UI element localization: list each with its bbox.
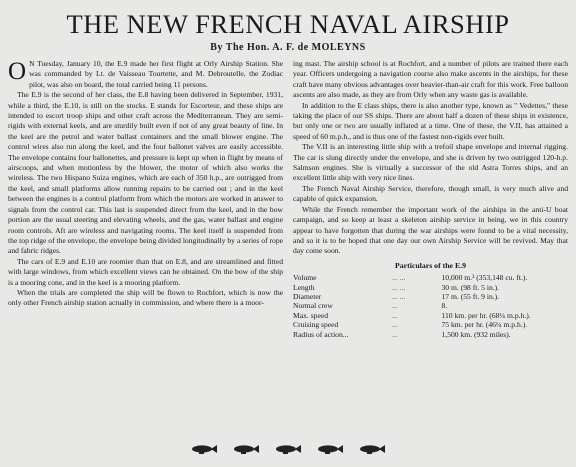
paragraph: The cars of E.9 and E.10 are roomier than that on E.8, and are streamlined and fitted with large windows, from which excellent views can be obtained. On the bow of the ship is a mooring cone, and in the keel is a mooring platform. bbox=[8, 256, 283, 287]
spec-value: 17 m. (55 ft. 9 in.). bbox=[441, 291, 500, 301]
article-title: THE NEW FRENCH NAVAL AIRSHIP bbox=[66, 9, 510, 39]
article-body bbox=[8, 59, 568, 437]
spec-dots: ... ... bbox=[392, 282, 406, 292]
airship-silhouette-icon bbox=[190, 444, 218, 454]
spec-dots: ... bbox=[392, 301, 398, 311]
drop-cap: O bbox=[8, 59, 27, 85]
spec-row bbox=[293, 301, 568, 310]
airship-silhouette-icon bbox=[232, 444, 260, 454]
spec-row bbox=[293, 283, 568, 292]
spec-row bbox=[293, 311, 568, 320]
paragraph: When the trials are completed the ship will be flown to Rochfort, which is now the only other French airship station actually in commission, and where there is a moor- bbox=[8, 287, 283, 308]
airship-silhouette-icon bbox=[316, 444, 344, 454]
spec-row bbox=[293, 330, 568, 339]
paragraph: The V.II is an interesting little ship with a trefoil shape envelope and internal rigging. The car is slung directly under the envelope, and she is driven by two outrigged 120-h.p. Salmson engines. She is virtually a successor of the old Astra Torres ships, and an excellent little ship with very nice lines. bbox=[293, 142, 568, 183]
paragraph-text: N Tuesday, January 10, the E.9 made her first flight at Orly Airship Station. She was commanded by Lt. de Vaisseau Tourtette, and M. Debroutelle, the Zodiac pilot, was also on board, the total carried being 11 persons. bbox=[29, 59, 283, 89]
left-column bbox=[8, 59, 283, 437]
spec-label: Max. speed bbox=[293, 310, 329, 320]
paragraph bbox=[8, 59, 283, 90]
spec-value: 30 m. (98 ft. 5 in.). bbox=[441, 282, 500, 292]
spec-row bbox=[293, 273, 568, 282]
article-byline: By The Hon. A. F. de MOLEYNS bbox=[210, 42, 366, 53]
spec-value: 110 km. per hr. (68¼ m.p.h.). bbox=[441, 310, 531, 320]
spec-label: Normal crew bbox=[293, 301, 333, 311]
spec-label: Radius of action... bbox=[293, 329, 349, 339]
spec-value: 8. bbox=[441, 301, 448, 311]
spec-value: 75 km. per hr. (46¼ m.p.h.). bbox=[441, 320, 528, 330]
specs-table bbox=[293, 273, 568, 339]
spec-dots: ... bbox=[392, 320, 398, 330]
spec-label: Diameter bbox=[293, 291, 322, 301]
right-column bbox=[293, 59, 568, 437]
ornament-row bbox=[0, 444, 576, 454]
paragraph: While the French remember the important work of the airships in the anti-U boat campaign, and so keep at least a skeleton airship service in being, we in this country appear to have forgotten that during the war airships were found to be a vital necessity, and so it is to be hoped that one day our own Airship Service will be revived. May that day come soon. bbox=[293, 204, 568, 256]
spec-row bbox=[293, 292, 568, 301]
spec-value: 10,000 m.³ (353,148 cu. ft.). bbox=[441, 273, 528, 283]
spec-row bbox=[293, 320, 568, 329]
paragraph: ing mast. The airship school is at Rochfort, and a number of pilots are trained there each year. Officers undergoing a navigation course also make ascents in the airships, for these craft have many obvious advantages over heavier-than-air craft for this work. Free balloon ascents are also made, as they are from Orly when any waste gas is available. bbox=[293, 59, 568, 100]
paragraph: The French Naval Airship Service, therefore, though small, is very much alive and capable of quick expansion. bbox=[293, 183, 568, 204]
spec-label: Cruising speed bbox=[293, 320, 339, 330]
spec-dots: ... ... bbox=[392, 273, 406, 283]
spec-dots: ... ... bbox=[392, 291, 406, 301]
paragraph: The E.9 is the second of her class, the E.8 having been delivered in September, 1931, while a third, the E.10, is still on the stocks. E stands for Escorteur, and these ships are intended to escort troop ships and other craft across the Mediterranean. They are semi-rigids with external keels, and are sturdily built even if not of any great beauty of line. In the keel are the petrol and water ballast containers and the small blower engine. The control wires also run along the keel, and the four ballonet valves are easily accessible. The envelope contains four ballonettes, and pressure is kept up when in flight by means of airscoops, and when motionless by the blower, the motor of which also works the wireless. The two Hispano Suiza engines, which are each of 350 h.p., are outrigged from the keel, and small platforms allow running repairs to be carried out ; and in the keel between the engines is a control platform from which the motors are worked in answer to signals from the control car. This last is suspended direct from the keel, and in the bow portion are the usual steering and elevating wheels, and the gas, water ballast and engine room controls. Aft are wireless and navigating rooms. The keel itself is suspended from the top ridge of the envelope, the envelope being divided longitudinally by a series of rope and fabric ridges. bbox=[8, 90, 283, 256]
spec-value: 1,500 km. (932 miles). bbox=[441, 329, 511, 339]
paragraph: In addition to the E class ships, there is also another type, known as " Vedettes," these taking the place of our SS ships. There are about half a dozen of these ships in existence, but only one or two are usually inflated at a time. One of these, the V.II, has attained a speed of 60 m.p.h., and is thus one of the fastest non-rigids ever built. bbox=[293, 100, 568, 141]
spec-label: Volume bbox=[293, 273, 317, 283]
airship-silhouette-icon bbox=[358, 444, 386, 454]
spec-label: Length bbox=[293, 282, 315, 292]
specs-title: Particulars of the E.9 bbox=[394, 260, 467, 270]
spec-dots: ... bbox=[392, 310, 398, 320]
spec-dots: ... bbox=[392, 329, 398, 339]
airship-silhouette-icon bbox=[274, 444, 302, 454]
